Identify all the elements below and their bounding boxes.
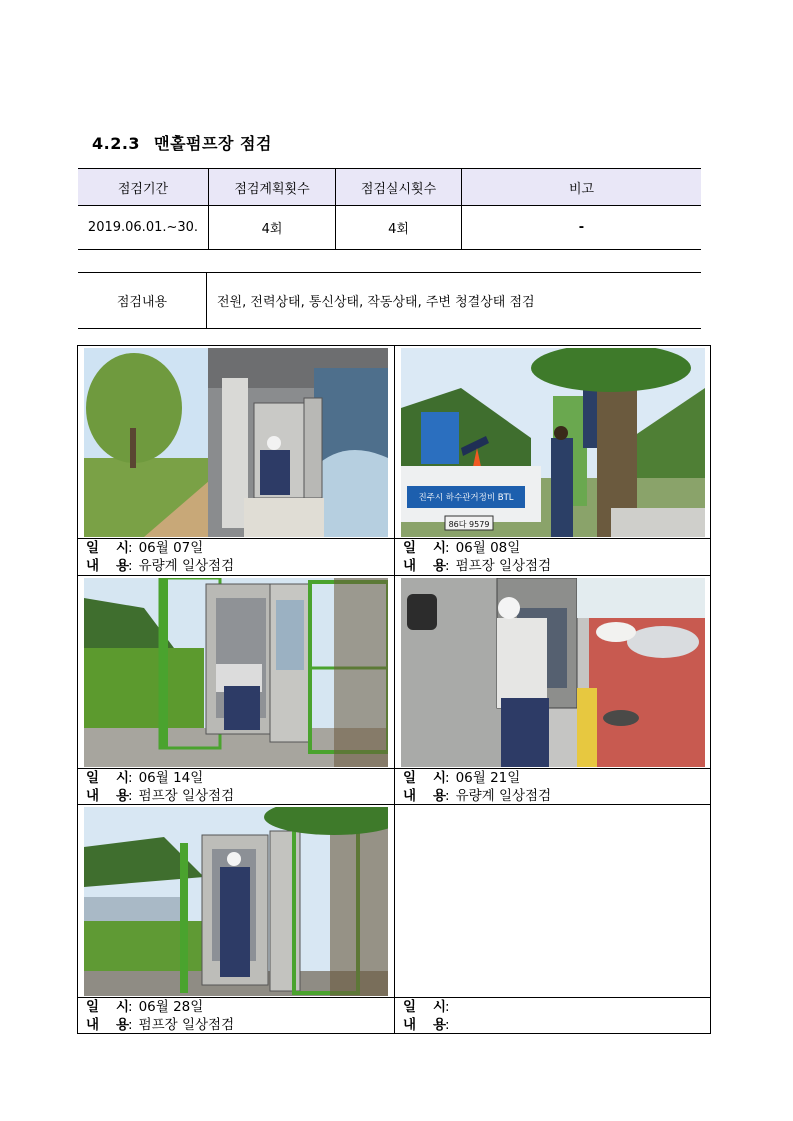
cell-planned-count: 4회 [209,206,336,250]
flowmeter-check-photo [401,578,705,767]
pump-station-check-photo [84,578,388,767]
cell-period: 2019.06.01.~30. [78,206,209,250]
header-planned-count: 점검계획횟수 [209,169,336,206]
header-actual-count: 점검실시횟수 [336,169,462,206]
inspection-content-row [78,272,701,329]
caption-description: 펌프장 일상점검 [138,1017,235,1033]
photo-caption: 일 시: 06월 21일 내 용: 유량계 일상점검 [395,768,711,805]
header-period: 점검기간 [78,169,209,206]
caption-date: 06월 28일 [138,999,204,1015]
photo-grid [77,345,711,1034]
photo-caption: 일 시: 06월 08일 내 용: 펌프장 일상점검 [395,538,711,575]
caption-date: 06월 08일 [455,540,521,556]
photo-caption: 일 시: 06월 07일 내 용: 유량계 일상점검 [78,538,394,575]
inspection-summary-table [78,168,701,250]
photo-caption: 일 시: 내 용: [395,997,711,1034]
pump-station-check-photo [401,348,705,537]
section-heading [92,131,272,154]
photo-caption: 일 시: 06월 28일 내 용: 펌프장 일상점검 [78,997,394,1034]
photo-cell [394,575,711,805]
photo-cell [394,346,711,575]
caption-description: 유량계 일상점검 [455,788,552,804]
cell-remarks: - [462,206,702,250]
photo-cell [78,575,394,805]
pump-station-check-photo [84,807,388,996]
photo-cell [78,804,394,1034]
content-label: 점검내용 [78,273,207,328]
caption-date: 06월 14일 [138,770,204,786]
truck-text: 진주시 하수관거정비 BTL [418,493,514,503]
photo-caption: 일 시: 06월 14일 내 용: 펌프장 일상점검 [78,768,394,805]
caption-description: 유량계 일상점검 [138,558,235,574]
header-remarks: 비고 [462,169,702,206]
caption-date: 06월 07일 [138,540,204,556]
license-plate: 86다 9579 [448,520,490,529]
cell-actual-count: 4회 [336,206,462,250]
photo-cell-empty [394,804,711,1034]
section-number: 4.2.3 [92,134,141,153]
caption-description: 펌프장 일상점검 [455,558,552,574]
section-title: 맨홀펌프장 점검 [154,134,272,153]
caption-date: 06월 21일 [455,770,521,786]
table-row [78,206,701,250]
content-value: 전원, 전력상태, 통신상태, 작동상태, 주변 청결상태 점검 [217,295,535,310]
caption-description: 펌프장 일상점검 [138,788,235,804]
flowmeter-check-photo [84,348,388,537]
photo-cell [78,346,394,575]
table-header-row [78,169,701,206]
